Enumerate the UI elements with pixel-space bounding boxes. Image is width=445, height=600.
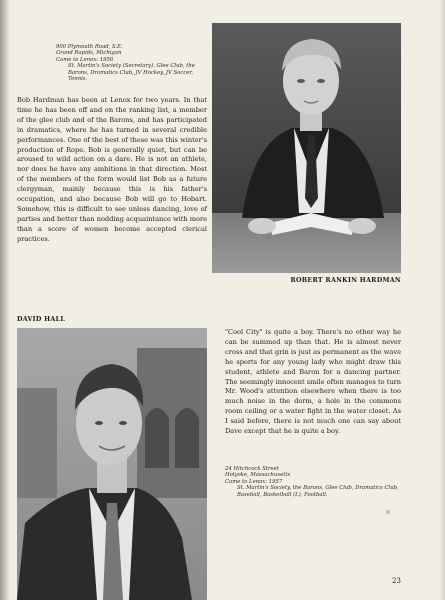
hardman-activities: St. Martin's Society (Secretary), Glee Club, the Barons, Dramatics Club, JV Hockey, JV Soccer, Tennis. [68,63,195,83]
hall-came-to-lenox: Came to Lenox: 1957 [225,478,283,485]
hardman-biography: Bob Hardman has been at Lenox for two years. In that time he has been off and on the ranking list, a member of the glee club and of the Barons, and has participated in dramatics, where he has turned in several credible performances. One of the best of these was this winter's production of Rope. Bob is generally quiet, but can be aroused to wild action on a dare. He is not an athlete, nor does he have any ambitions in that direction. Most of the members of the form would list Bob as a future clergyman, mainly because this is his father's occupation, and also because Bob will go to Hobart. Somehow, this is difficult to see unless dancing, love of parties and better than nodding acquaintance with more than a score of women become accepted clerical practices. [17,96,207,243]
hall-address-block [225,466,401,498]
hardman-came-to-lenox: Came to Lenox: 1956 [56,56,114,63]
hardman-name-caption: ROBERT RANKIN HARDMAN [290,277,401,284]
paper-blemish [386,510,390,514]
hall-address-line-1: 24 Hitchcock Street [225,466,279,472]
page-edge-shadow [439,0,445,600]
hall-name-heading: DAVID HALL [17,316,66,323]
hardman-address-block [56,44,206,82]
hardman-portrait-photo [212,23,401,273]
hall-portrait-photo [17,328,207,600]
hall-address-line-2: Holyoke, Massachusetts [225,472,291,479]
book-spine-shadow [0,0,10,600]
page-number: 23 [392,577,401,585]
hall-biography: "Cool City" is quite a boy. There's no other way he can be summed up than that. He is almost never cross and that grin is just as permanent as the wave he sports for any young lady who might draw this student, athlete and Baron for a dancing partner. The seemingly innocent smile often manages to turn Mr. Wood's attention elsewhere when there is too much noise in the dorm, a hole in the commons room ceiling or a water fight in the water closet. As I said before, there is not much one can say about Dave except that he is quite a boy. [225,328,401,436]
hardman-address-line-2: Grand Rapids, Michigan [56,50,122,57]
hardman-address-line-1: 900 Plymouth Road, S.E. [56,44,123,50]
hardman-portrait-image [212,23,401,273]
hall-activities: St. Martin's Society, the Barons, Glee Club, Dramatics Club, Baseball, Basketball (L), Football. [237,485,399,498]
hall-portrait-image [17,328,207,600]
